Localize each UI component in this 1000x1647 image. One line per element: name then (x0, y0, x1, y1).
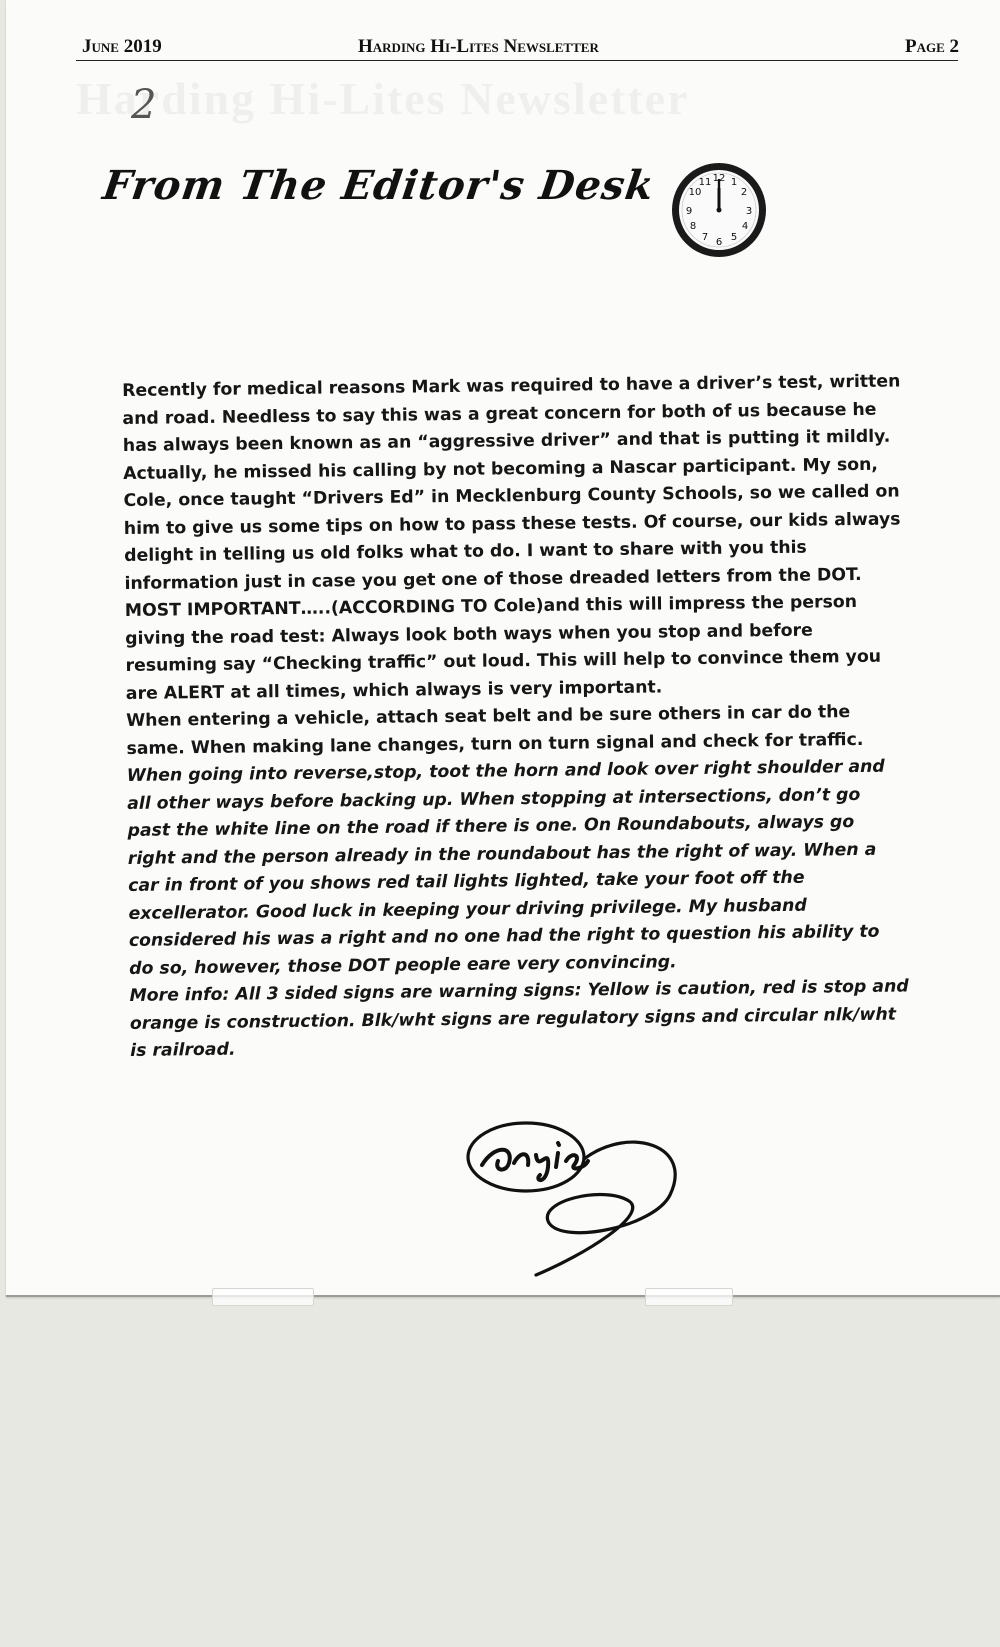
handwritten-page-number: 2 (131, 82, 157, 128)
svg-text:3: 3 (745, 206, 753, 217)
tape-strip (212, 1288, 314, 1306)
svg-text:8: 8 (689, 221, 697, 232)
page-header (6, 36, 1000, 62)
signature-icon (454, 1115, 724, 1285)
newsletter-page (6, 0, 1000, 1297)
tape-strip (645, 1288, 733, 1306)
section-title: From The Editor's Desk (100, 162, 658, 209)
article-paragraph-1: Recently for medical reasons Mark was required to have a driver’s test, written and road. Needless to say this was a great concern for both of us because he has always been known as an “aggressive driver” and that is putting it mildly. Actually, he missed his calling by not becoming a Nascar participant. My son, Cole, once taught “Drivers Ed” in Mecklenburg County Schools, so we called on him to give us some tips on how to pass these tests. Of course, our kids always delight in telling us old folks what to do. I want to share with you this information just in case you get one of those dreaded letters from the DOT. (122, 371, 901, 594)
svg-text:10: 10 (688, 187, 702, 198)
svg-text:7: 7 (701, 232, 709, 243)
svg-text:4: 4 (741, 221, 749, 232)
clock-icon (669, 160, 769, 260)
svg-text:6: 6 (715, 237, 723, 248)
bleed-through-text (76, 72, 690, 125)
svg-text:5: 5 (730, 232, 738, 243)
article-paragraph-3 (126, 698, 909, 983)
article-paragraph-4: More info: All 3 sided signs are warning signs: Yellow is caution, red is stop and orange is construction. Blk/wht signs are regulatory signs and circular nlk/wht is railroad. (129, 976, 909, 1061)
svg-text:1: 1 (730, 177, 738, 188)
editor-article (122, 368, 910, 1065)
svg-text:12: 12 (712, 173, 726, 184)
article-paragraph-2: MOST IMPORTANT…..(ACCORDING TO Cole)and this will impress the person giving the road test: Always look both ways when you stop and before resuming say “Checking traffic” out loud. This will help to convince them you are ALERT at all times, which always is very important. (124, 592, 882, 704)
header-date: June 2019 (82, 36, 162, 57)
header-divider (76, 60, 958, 61)
article-paragraph-3a: When entering a vehicle, attach seat belt and be sure others in car do the same. When making lane changes, turn on turn signal and check for traffic. (126, 702, 864, 759)
svg-text:11: 11 (698, 177, 712, 188)
header-page-number: Page 2 (904, 36, 959, 57)
svg-text:9: 9 (685, 206, 693, 217)
svg-text:2: 2 (740, 187, 748, 198)
article-paragraph-3b: When going into reverse,stop, toot the horn and look over right shoulder and all other ways before backing up. When stopping at intersections, don’t go past the white line on the road if there is one. On Roundabouts, always go right and the person already in the roundabout has the right of way. When a car in front of you shows red tail lights lighted, take your foot off the excellerator. Good luck in keeping your driving privilege. My husband considered his was a right and no one had the right to question his ability to do so, however, those DOT people eare very convincing. (126, 756, 885, 979)
header-newsletter-title: Harding Hi-Lites Newsletter (358, 36, 599, 57)
